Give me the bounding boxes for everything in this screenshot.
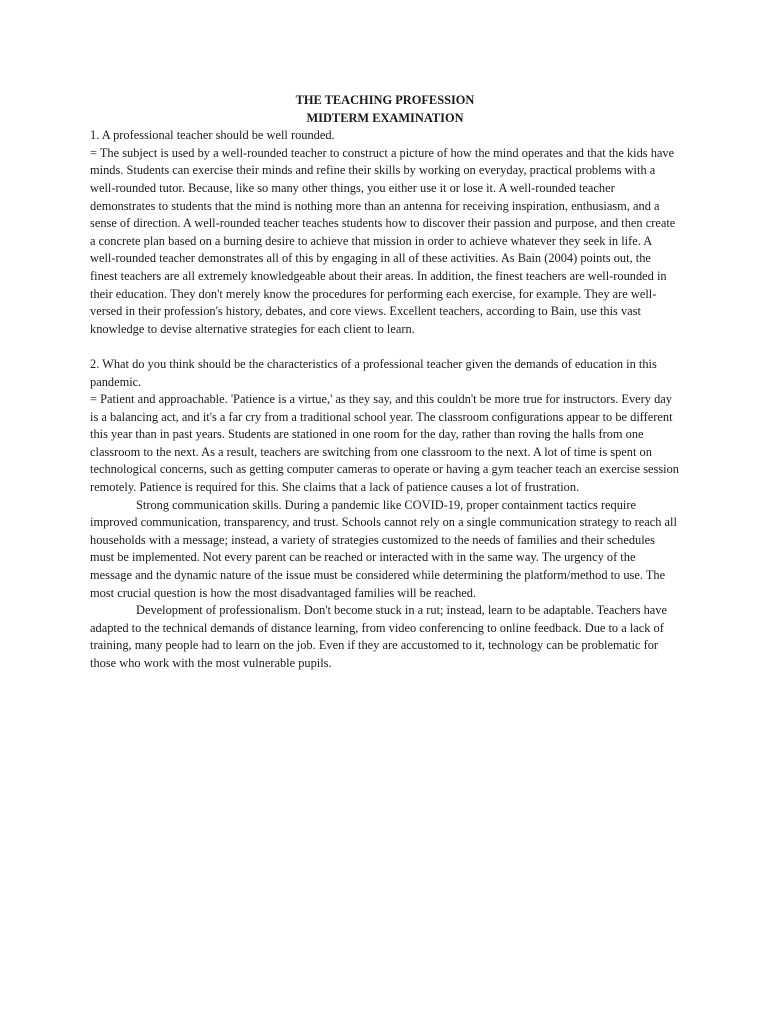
paragraph-spacer	[90, 338, 680, 356]
question-1: 1. A professional teacher should be well rounded.	[90, 128, 335, 143]
answer-1: = The subject is used by a well-rounded teacher to construct a picture of how the mind operates and that the kids have minds. Students can exercise their minds and refine their skills by working on everyday, practical problems with a well-rounded tutor. Because, like so many other things, you either use it or lose it. A well-rounded teacher demonstrates to students that the mind is nothing more than an antenna for receiving inspiration, enthusiasm, and a sense of direction. A well-rounded teacher teaches students how to discover their passion and purpose, and then create a concrete plan based on a burning desire to achieve that mission in order to achieve whatever they seek in life. A well-rounded teacher demonstrates all of this by engaging in all of these activities. As Bain (2004) points out, the finest teachers are all extremely knowledgeable about their areas. In addition, the finest teachers are well-rounded in their education. They don't merely know the procedures for performing each exercise, for example. They are well-versed in their profession's history, debates, and core views. Excellent teachers, according to Bain, use this vast knowledge to devise alternative strategies for each client to learn.	[90, 145, 676, 336]
document-subtitle: MIDTERM EXAMINATION	[306, 110, 464, 125]
question-2: 2. What do you think should be the characteristics of a professional teacher given the demands of education in this pandemic.	[90, 356, 657, 389]
answer-2-paragraph-2: Strong communication skills. During a pandemic like COVID-19, proper containment tactics require improved communication, transparency, and trust. Schools cannot rely on a single communication strategy to reach all households with a message; instead, a variety of strategies customized to the needs of families and their schedules must be implemented. Not every parent can be reached or interacted with in the same way. The urgency of the message and the dynamic nature of the issue must be considered while determining the platform/method to use. The most crucial question is how the most disadvantaged families will be reached.	[90, 497, 677, 600]
answer-2-paragraph-3: Development of professionalism. Don't become stuck in a rut; instead, learn to be adaptable. Teachers have adapted to the technical demands of distance learning, from video conferencing to online feedback. Due to a lack of training, many people had to learn on the job. Even if they are accustomed to it, technology can be problematic for those who work with the most vulnerable pupils.	[90, 603, 668, 670]
document-page	[90, 92, 680, 673]
document-title: THE TEACHING PROFESSION	[295, 93, 475, 107]
answer-2-paragraph-1: = Patient and approachable. 'Patience is a virtue,' as they say, and this couldn't be more true for instructors. Every day is a balancing act, and it's a far cry from a traditional school year. The classroom configurations appear to be different this year than in past years. Students are stationed in one room for the day, rather than roving the halls from one classroom to the next. As a result, teachers are switching from one classroom to the next. A lot of time is spent on technological concerns, such as getting computer cameras to operate or having a gym teacher teach an exercise session remotely. Patience is required for this. She claims that a lack of patience causes a lot of frustration.	[90, 392, 680, 495]
